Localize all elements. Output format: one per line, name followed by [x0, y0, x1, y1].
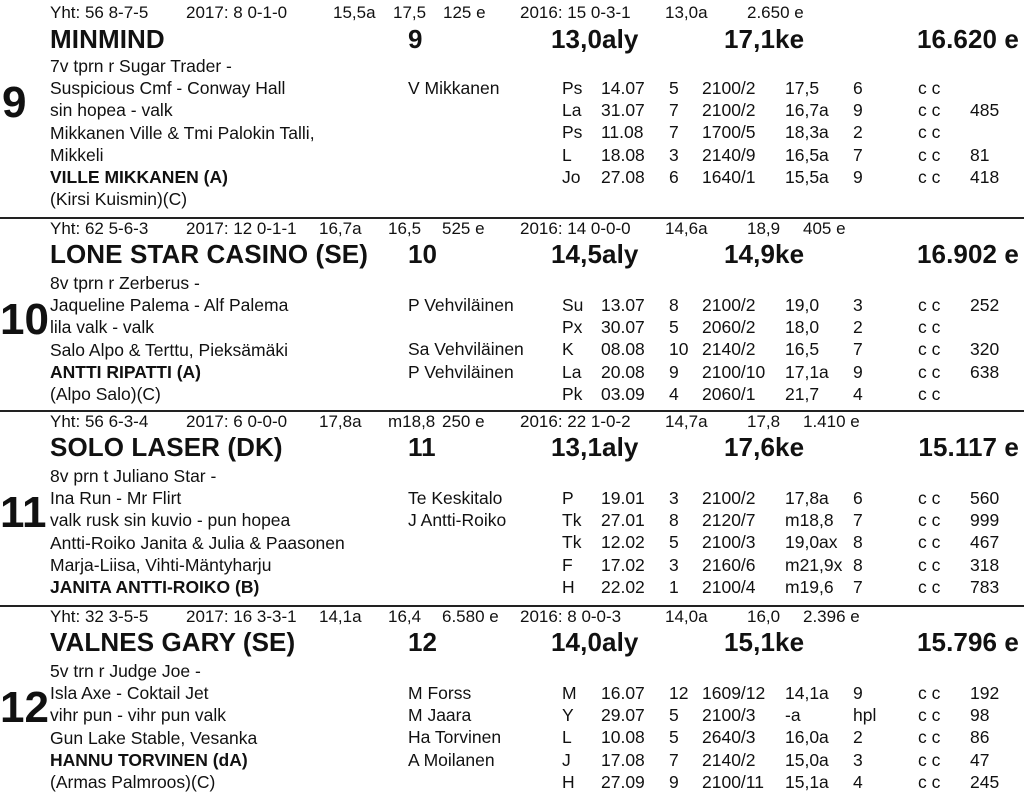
- horse-info-line: Ina Run - Mr Flirt: [50, 488, 182, 509]
- horse-info-line: Mikkanen Ville & Tmi Palokin Talli,: [50, 122, 315, 143]
- run-driver: J Antti-Roiko: [408, 510, 507, 531]
- run-cell: 2140/2: [702, 749, 756, 770]
- run-cell: 13.07: [601, 295, 645, 315]
- run-cell: 8: [669, 510, 679, 531]
- run-cell: 485: [970, 100, 1000, 121]
- horse-info-line: 8v tprn r Zerberus -: [50, 273, 200, 293]
- stats-field: 2.396 e: [803, 607, 860, 626]
- run-cell: 4: [853, 771, 863, 792]
- horse-name: MINMIND: [50, 24, 165, 54]
- run-cell: 3: [669, 488, 679, 508]
- run-cell: 16,5a: [785, 144, 829, 165]
- driver-name: JANITA ANTTI-ROIKO (B): [50, 577, 260, 597]
- run-cell: 3: [853, 749, 863, 770]
- run-driver: Ha Torvinen: [408, 727, 502, 748]
- run-cell: c c: [918, 339, 941, 360]
- run-cell: L: [562, 144, 572, 165]
- prize-money: 15.796 e: [916, 627, 1019, 657]
- run-cell: c c: [918, 295, 941, 315]
- run-cell: c c: [918, 144, 941, 165]
- run-cell: 192: [970, 683, 1000, 703]
- run-cell: hpl: [853, 705, 877, 726]
- run-cell: c c: [918, 510, 941, 531]
- run-cell: 7: [853, 510, 863, 531]
- run-cell: 27.09: [601, 771, 645, 792]
- run-cell: m18,8: [785, 510, 834, 531]
- odds-aly: 13,1aly: [551, 432, 639, 462]
- run-cell: 8: [669, 295, 679, 315]
- run-cell: Tk: [562, 510, 582, 531]
- run-cell: 16,0a: [785, 727, 829, 748]
- horse-info-line: valk rusk sin kuvio - pun hopea: [50, 510, 291, 531]
- run-cell: 29.07: [601, 705, 645, 726]
- stats-field: 14,7a: [665, 412, 708, 431]
- stats-field: 16,0: [747, 607, 781, 626]
- run-cell: 1609/12: [702, 683, 766, 703]
- run-cell: 7: [853, 144, 863, 165]
- run-cell: 81: [970, 144, 990, 165]
- stats-field: 2017: 8 0-1-0: [186, 3, 288, 22]
- run-cell: Jo: [562, 166, 581, 187]
- run-cell: 2100/2: [702, 295, 756, 315]
- run-cell: 1700/5: [702, 122, 756, 143]
- run-driver: M Forss: [408, 683, 472, 703]
- post-number: 12: [408, 627, 438, 657]
- run-cell: Tk: [562, 532, 582, 553]
- stats-field: Yht: 62 5-6-3: [50, 219, 149, 238]
- horse-name: SOLO LASER (DK): [50, 432, 283, 462]
- stats-field: 2.650 e: [747, 3, 804, 22]
- run-cell: 17,5: [785, 78, 820, 98]
- run-cell: 2100/3: [702, 532, 756, 553]
- run-cell: 5: [669, 317, 679, 338]
- run-cell: 18.08: [601, 144, 645, 165]
- driver-name: VILLE MIKKANEN (A): [50, 167, 228, 187]
- run-cell: c c: [918, 383, 941, 404]
- run-cell: 17.02: [601, 554, 645, 575]
- driver-name: ANTTI RIPATTI (A): [50, 361, 201, 382]
- run-driver: P Vehviläinen: [408, 361, 514, 382]
- stats-field: 14,6a: [665, 219, 708, 238]
- horse-info-line: 7v tprn r Sugar Trader -: [50, 56, 232, 76]
- stats-field: 405 e: [803, 219, 846, 238]
- prize-money: 16.620 e: [916, 24, 1019, 54]
- run-cell: -a: [785, 705, 801, 726]
- run-cell: 6: [853, 78, 863, 98]
- run-cell: m19,6: [785, 576, 834, 597]
- stats-field: 14,1a: [319, 607, 362, 626]
- run-cell: Ps: [562, 122, 583, 143]
- stats-field: 125 e: [443, 3, 486, 22]
- run-cell: 17,1a: [785, 361, 829, 382]
- run-cell: 999: [970, 510, 1000, 531]
- run-cell: 560: [970, 488, 1000, 508]
- start-number: 11: [0, 488, 47, 537]
- odds-aly: 13,0aly: [551, 24, 639, 54]
- run-cell: Y: [562, 705, 574, 726]
- stats-field: 16,7a: [319, 219, 362, 238]
- run-cell: c c: [918, 771, 941, 792]
- run-cell: H: [562, 576, 575, 597]
- run-cell: 19,0: [785, 295, 820, 315]
- run-cell: 15,5a: [785, 166, 829, 187]
- run-cell: 22.02: [601, 576, 645, 597]
- run-cell: 98: [970, 705, 990, 726]
- run-cell: 318: [970, 554, 1000, 575]
- run-cell: 7: [853, 576, 863, 597]
- run-cell: 9: [853, 100, 863, 121]
- run-cell: 16.07: [601, 683, 645, 703]
- horse-info-line: Antti-Roiko Janita & Julia & Paasonen: [50, 532, 345, 553]
- run-cell: 2140/2: [702, 339, 756, 360]
- horse-info-line: 5v trn r Judge Joe -: [50, 661, 201, 681]
- entry-divider: [0, 217, 1024, 219]
- run-cell: 9: [853, 361, 863, 382]
- run-cell: H: [562, 771, 575, 792]
- horse-info-line: Marja-Liisa, Vihti-Mäntyharju: [50, 554, 272, 575]
- run-cell: 2120/7: [702, 510, 756, 531]
- run-cell: 4: [853, 383, 863, 404]
- run-cell: 86: [970, 727, 990, 748]
- run-cell: c c: [918, 78, 941, 98]
- horse-info-line: Suspicious Cmf - Conway Hall: [50, 78, 286, 99]
- stats-field: 6.580 e: [442, 607, 499, 626]
- horse-entry: [0, 410, 1024, 605]
- stats-field: 2016: 22 1-0-2: [520, 412, 631, 431]
- horse-info-line: sin hopea - valk: [50, 100, 173, 121]
- run-cell: 5: [669, 78, 679, 98]
- run-cell: 2100/2: [702, 100, 756, 121]
- run-cell: 9: [853, 166, 863, 187]
- run-cell: 3: [669, 554, 679, 575]
- run-cell: Ps: [562, 78, 583, 98]
- run-cell: 2060/2: [702, 317, 756, 338]
- run-cell: 20.08: [601, 361, 645, 382]
- run-cell: c c: [918, 576, 941, 597]
- run-cell: 2100/3: [702, 705, 756, 726]
- horse-info-line: Jaqueline Palema - Alf Palema: [50, 295, 289, 316]
- run-cell: La: [562, 100, 582, 121]
- stats-field: 16,5: [388, 219, 422, 238]
- run-cell: 11.08: [601, 122, 644, 143]
- run-driver: Sa Vehviläinen: [408, 339, 524, 360]
- run-cell: 2100/2: [702, 78, 756, 98]
- stats-field: 2016: 14 0-0-0: [520, 219, 631, 238]
- run-driver: Te Keskitalo: [408, 488, 503, 508]
- run-cell: c c: [918, 122, 941, 143]
- run-cell: 14.07: [601, 78, 645, 98]
- run-cell: 245: [970, 771, 1000, 792]
- start-number: 10: [0, 295, 49, 344]
- run-cell: 2640/3: [702, 727, 756, 748]
- run-cell: 3: [853, 295, 863, 315]
- run-cell: 9: [669, 771, 679, 792]
- run-cell: Su: [562, 295, 584, 315]
- stats-field: 1.410 e: [803, 412, 860, 431]
- run-cell: 14,1a: [785, 683, 829, 703]
- odds-ke: 17,1ke: [724, 24, 805, 54]
- run-cell: 320: [970, 339, 1000, 360]
- run-cell: 2140/9: [702, 144, 756, 165]
- run-cell: 21,7: [785, 383, 820, 404]
- stats-field: 18,9: [747, 219, 781, 238]
- run-cell: 9: [669, 361, 679, 382]
- run-cell: 2: [853, 727, 863, 748]
- run-cell: 1640/1: [702, 166, 756, 187]
- run-cell: 10: [669, 339, 689, 360]
- run-cell: c c: [918, 166, 941, 187]
- trainer-name: (Alpo Salo)(C): [50, 384, 161, 404]
- run-driver: V Mikkanen: [408, 78, 500, 98]
- horse-info-line: Gun Lake Stable, Vesanka: [50, 727, 258, 748]
- horse-entry: [0, 217, 1024, 412]
- run-cell: 30.07: [601, 317, 645, 338]
- stats-field: 525 e: [442, 219, 485, 238]
- prize-money: 15.117 e: [918, 432, 1019, 462]
- run-cell: 8: [853, 554, 863, 575]
- run-driver: P Vehviläinen: [408, 295, 514, 315]
- stats-field: 17,5: [393, 3, 427, 22]
- run-cell: c c: [918, 683, 941, 703]
- run-cell: 638: [970, 361, 1000, 382]
- run-cell: Pk: [562, 383, 583, 404]
- horse-entry: [0, 0, 1024, 210]
- odds-ke: 14,9ke: [724, 239, 805, 269]
- run-cell: 18,3a: [785, 122, 829, 143]
- run-cell: c c: [918, 705, 941, 726]
- stats-field: 250 e: [442, 412, 485, 431]
- horse-name: VALNES GARY (SE): [50, 627, 296, 657]
- trainer-name: (Armas Palmroos)(C): [50, 772, 216, 792]
- post-number: 11: [408, 432, 436, 462]
- horse-entry: [0, 605, 1024, 800]
- run-cell: 08.08: [601, 339, 645, 360]
- stats-field: 2017: 12 0-1-1: [186, 219, 297, 238]
- run-cell: F: [562, 554, 573, 575]
- stats-field: 2017: 16 3-3-1: [186, 607, 297, 626]
- run-cell: c c: [918, 554, 941, 575]
- run-cell: 03.09: [601, 383, 645, 404]
- run-cell: 1: [669, 576, 679, 597]
- horse-info-line: lila valk - valk: [50, 317, 155, 338]
- run-cell: 418: [970, 166, 1000, 187]
- run-cell: 15,0a: [785, 749, 829, 770]
- run-cell: 18,0: [785, 317, 820, 338]
- stats-field: m18,8: [388, 412, 436, 431]
- run-cell: 19,0ax: [785, 532, 838, 553]
- run-cell: 783: [970, 576, 1000, 597]
- run-cell: K: [562, 339, 574, 360]
- horse-info-line: 8v prn t Juliano Star -: [50, 466, 217, 486]
- run-cell: 17.08: [601, 749, 645, 770]
- run-cell: c c: [918, 317, 941, 338]
- driver-name: HANNU TORVINEN (dA): [50, 749, 248, 770]
- stats-field: 13,0a: [665, 3, 708, 22]
- post-number: 10: [408, 239, 438, 269]
- run-cell: 4: [669, 383, 679, 404]
- run-cell: 31.07: [601, 100, 645, 121]
- horse-info-line: Isla Axe - Coktail Jet: [50, 683, 209, 704]
- entry-divider: [0, 605, 1024, 607]
- run-cell: La: [562, 361, 582, 382]
- run-cell: 15,1a: [785, 771, 829, 792]
- run-cell: 27.01: [601, 510, 645, 531]
- run-cell: 2100/10: [702, 361, 766, 382]
- trainer-name: (Kirsi Kuismin)(C): [50, 189, 188, 210]
- entry-divider: [0, 410, 1024, 412]
- stats-field: 15,5a: [333, 3, 376, 22]
- run-cell: 7: [669, 100, 679, 121]
- run-cell: 19.01: [601, 488, 645, 508]
- odds-aly: 14,5aly: [551, 239, 639, 269]
- horse-info-line: Salo Alpo & Terttu, Pieksämäki: [50, 339, 288, 360]
- run-driver: M Jaara: [408, 705, 472, 726]
- run-cell: J: [562, 749, 571, 770]
- run-cell: 6: [669, 166, 679, 187]
- run-cell: 9: [853, 683, 863, 703]
- run-cell: m21,9x: [785, 554, 843, 575]
- run-cell: 7: [853, 339, 863, 360]
- run-cell: 2060/1: [702, 383, 756, 404]
- stats-field: Yht: 32 3-5-5: [50, 607, 149, 626]
- stats-field: 17,8: [747, 412, 781, 431]
- run-cell: 467: [970, 532, 1000, 553]
- start-number: 9: [2, 78, 27, 127]
- stats-field: 17,8a: [319, 412, 362, 431]
- run-cell: 252: [970, 295, 1000, 315]
- post-number: 9: [408, 24, 423, 54]
- run-cell: 16,7a: [785, 100, 829, 121]
- stats-field: 2016: 8 0-0-3: [520, 607, 622, 626]
- run-cell: 7: [669, 122, 679, 143]
- run-cell: 17,8a: [785, 488, 829, 508]
- run-cell: 3: [669, 144, 679, 165]
- run-cell: 12.02: [601, 532, 645, 553]
- run-cell: c c: [918, 749, 941, 770]
- run-cell: c c: [918, 100, 941, 121]
- run-cell: 10.08: [601, 727, 645, 748]
- run-cell: 2160/6: [702, 554, 756, 575]
- run-cell: 5: [669, 705, 679, 726]
- run-cell: 2100/4: [702, 576, 756, 597]
- run-cell: 2100/11: [702, 771, 764, 792]
- run-cell: c c: [918, 488, 941, 508]
- stats-field: 2016: 15 0-3-1: [520, 3, 631, 22]
- run-cell: 16,5: [785, 339, 820, 360]
- run-cell: L: [562, 727, 572, 748]
- run-cell: 7: [669, 749, 679, 770]
- start-number: 12: [0, 683, 49, 732]
- stats-field: Yht: 56 6-3-4: [50, 412, 149, 431]
- stats-field: Yht: 56 8-7-5: [50, 3, 149, 22]
- run-driver: A Moilanen: [408, 749, 495, 770]
- run-cell: M: [562, 683, 577, 703]
- prize-money: 16.902 e: [916, 239, 1019, 269]
- run-cell: c c: [918, 361, 941, 382]
- odds-aly: 14,0aly: [551, 627, 639, 657]
- run-cell: 5: [669, 727, 679, 748]
- run-cell: Px: [562, 317, 583, 338]
- run-cell: 2: [853, 317, 863, 338]
- run-cell: 2: [853, 122, 863, 143]
- run-cell: 5: [669, 532, 679, 553]
- run-cell: c c: [918, 532, 941, 553]
- stats-field: 16,4: [388, 607, 422, 626]
- run-cell: 12: [669, 683, 689, 703]
- horse-info-line: vihr pun - vihr pun valk: [50, 705, 227, 726]
- odds-ke: 15,1ke: [724, 627, 805, 657]
- horse-name: LONE STAR CASINO (SE): [50, 239, 368, 269]
- horse-info-line: Mikkeli: [50, 144, 104, 165]
- run-cell: 47: [970, 749, 990, 770]
- stats-field: 14,0a: [665, 607, 708, 626]
- run-cell: c c: [918, 727, 941, 748]
- run-cell: 27.08: [601, 166, 645, 187]
- stats-field: 2017: 6 0-0-0: [186, 412, 288, 431]
- run-cell: 2100/2: [702, 488, 756, 508]
- run-cell: 8: [853, 532, 863, 553]
- run-cell: P: [562, 488, 574, 508]
- run-cell: 6: [853, 488, 863, 508]
- odds-ke: 17,6ke: [724, 432, 805, 462]
